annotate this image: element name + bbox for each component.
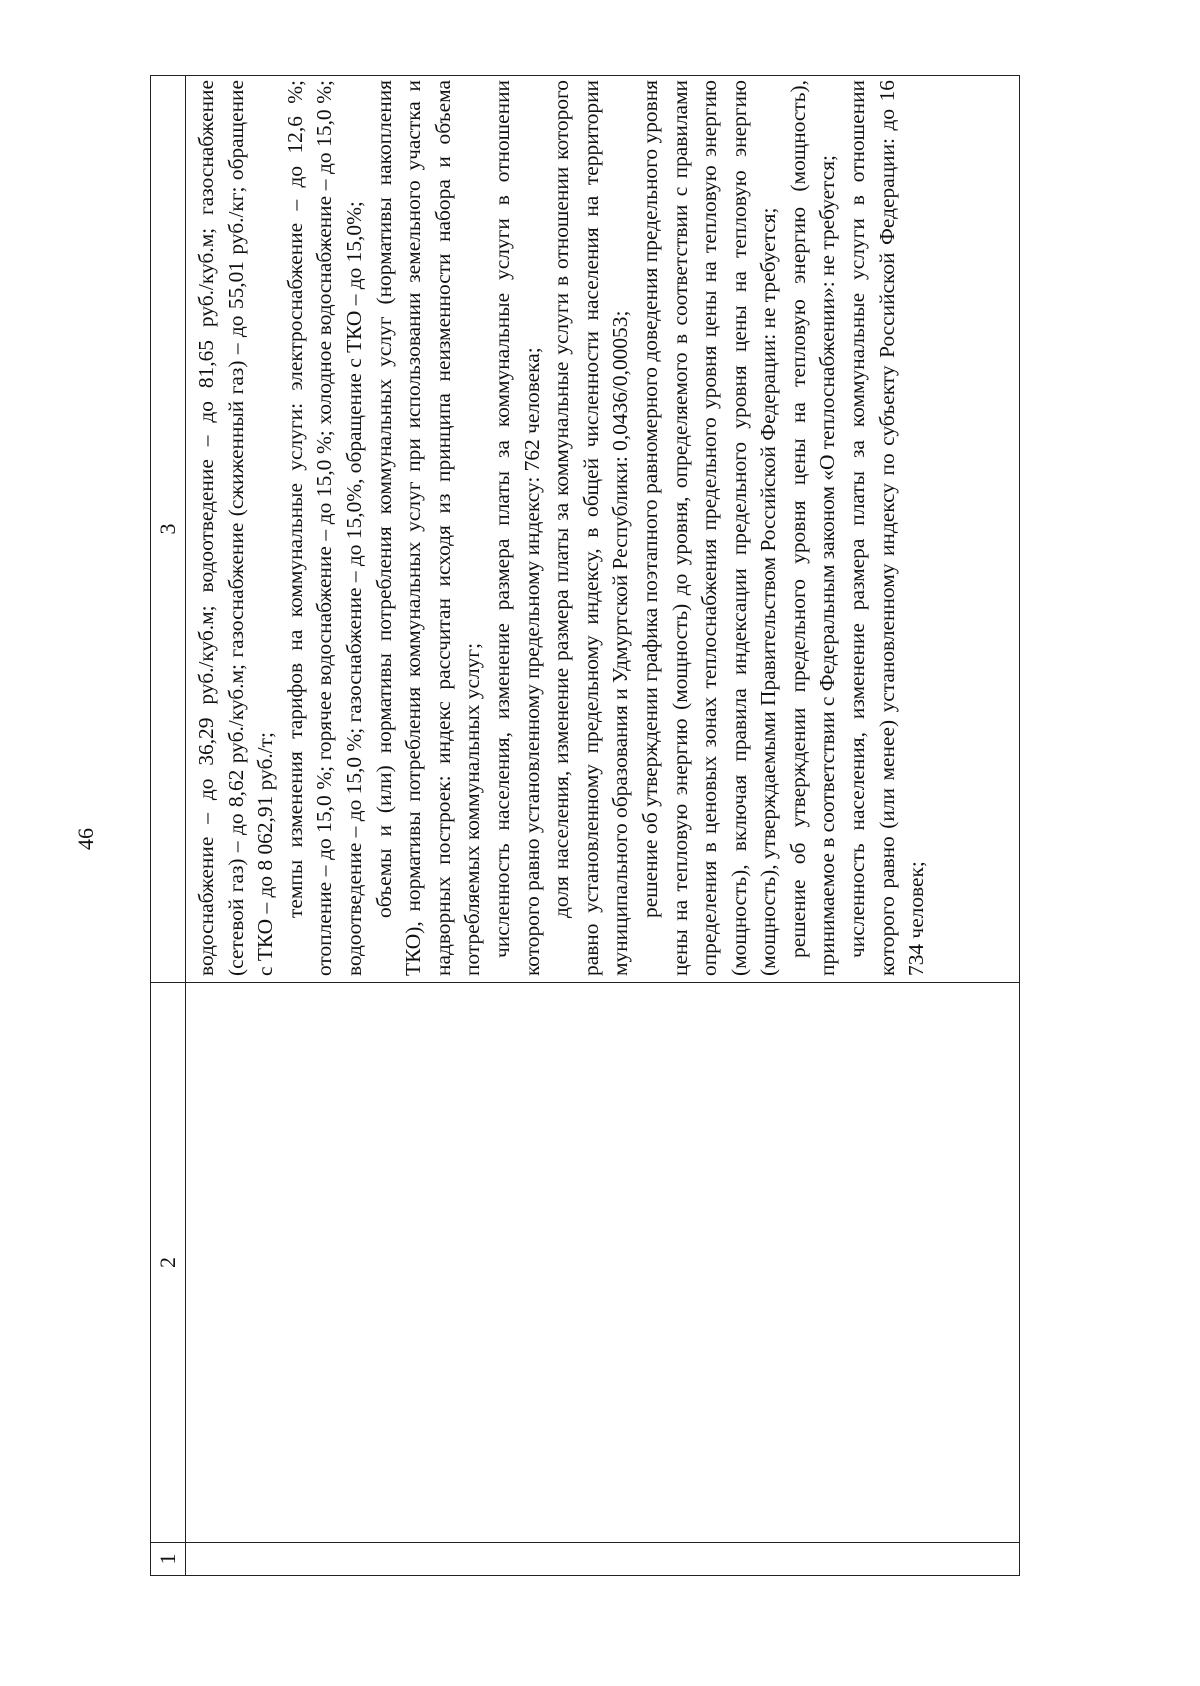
paragraph-consumption-norms: объемы и (или) нормативы потребления коммунальных услуг (нормативы накопления ТКО), нормативы потребления коммунальных услуг при использовании земельного участка и надворных построек: индекс рассчитан исходя из принципа неизменности набора и объема потребляемых коммунальных услуг; [371, 80, 485, 976]
column-3-cell [186, 76, 1020, 983]
tariff-text-block [186, 76, 932, 982]
paragraph-heat-price-limit: решение об утверждении предельного уровня цены на тепловую энергию (мощность), принимаемое в соответствии с Федеральным законом «О теплоснабжении»: не требуется; [785, 80, 840, 976]
column-header-2: 2 [151, 983, 186, 1543]
column-2-cell [186, 983, 1020, 1543]
page-number: 46 [73, 828, 98, 850]
paragraph-population-equal-index: численность населения, изменение размера платы за коммунальные услуги в отношении которого равно установленному предельному индексу: 762 человека; [489, 80, 544, 976]
paragraph-population-share: доля населения, изменение размера платы за коммунальные услуги в отношении которого равно установленному предельному индексу, в общей численности населения на территории муниципального образования и Удмуртской Республики: 0,0436/0,00053; [549, 80, 633, 976]
document-table [150, 75, 1020, 1576]
paragraph-tariff-growth-rates: темпы изменения тарифов на коммунальные услуги: электроснабжение – до 12,6 %; отопление – до 15,0 %; горячее водоснабжение – до 15,0 %; холодное водоснабжение – до 15,0 %; водоотведение – до 15,0 %; газоснабжение – до 15,0%, обращение с ТКО – до 15,0%; [282, 80, 366, 976]
paragraph-tariffs-values: водоснабжение – до 36,29 руб./куб.м; водоотведение – до 81,65 руб./куб.м; газоснабжение (сетевой газ) – до 8,62 руб./куб.м; газоснабжение (сжиженный газ) – до 55,01 руб./кг; обращение с ТКО – до 8 062,91 руб./т; [194, 80, 278, 976]
column-header-3: 3 [151, 76, 186, 983]
table-header-row [151, 76, 186, 1576]
column-header-1: 1 [151, 1543, 186, 1576]
paragraph-heat-price-schedule: решение об утверждении графика поэтапного равномерного доведения предельного уровня цены на тепловую энергию (мощность) до уровня, определяемого в соответствии с правилами определения в ценовых зонах теплоснабжения предельного уровня цены на тепловую энергию (мощность), включая правила индексации предельного уровня цены на тепловую энергию (мощность), утверждаемыми Правительством Российской Федерации: не требуется; [637, 80, 781, 976]
rotated-table-container [150, 76, 1020, 1576]
column-1-cell [186, 1543, 1020, 1576]
paragraph-population-within-index: численность населения, изменение размера платы за коммунальные услуги в отношении которого равно (или менее) установленному индексу по субъекту Российской Федерации: до 16 734 человек; [845, 80, 929, 976]
table-row [186, 76, 1020, 1576]
